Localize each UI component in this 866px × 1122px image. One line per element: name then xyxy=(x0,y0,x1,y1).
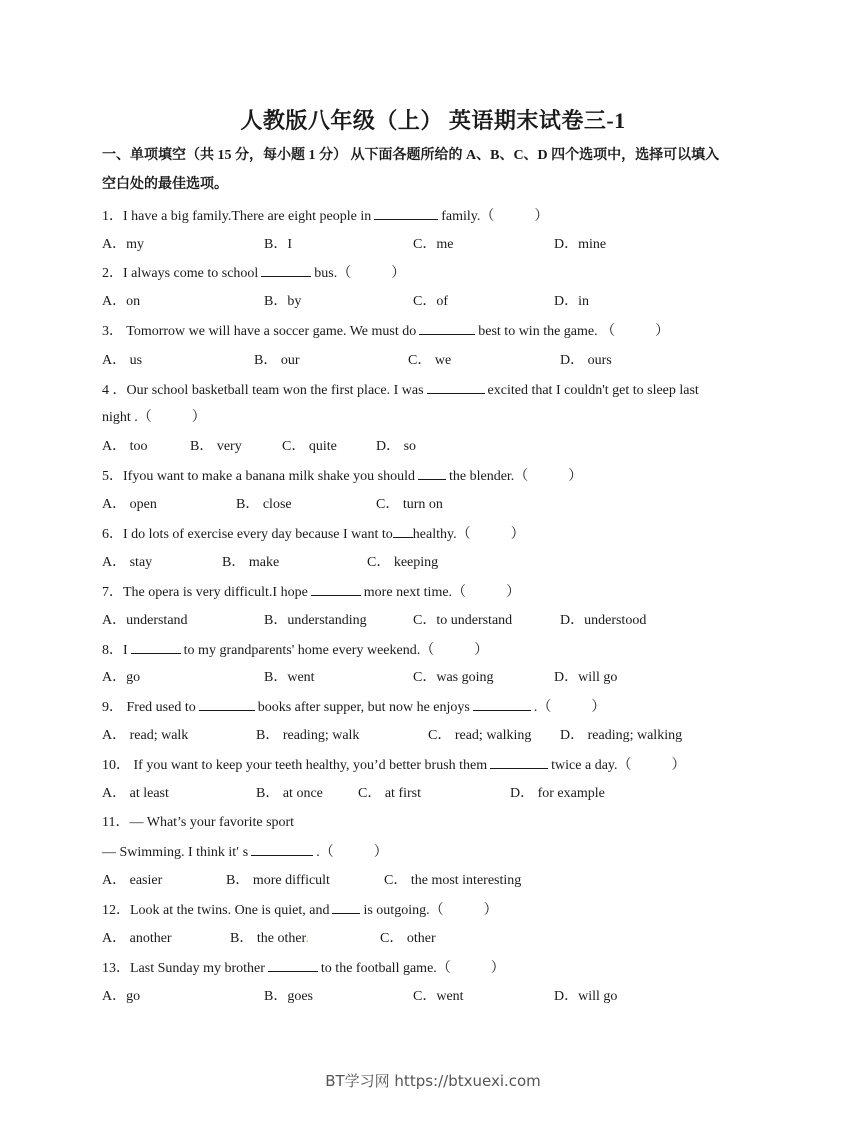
section-heading-line-2: 空白处的最佳选项。 xyxy=(102,177,228,192)
answer-blank xyxy=(418,466,446,480)
stray-dot-mark: . xyxy=(305,931,309,946)
option-b: B． more difficult xyxy=(226,873,330,888)
option-c: C．was going xyxy=(413,670,494,685)
answer-blank xyxy=(473,697,531,711)
option-a: A．go xyxy=(102,670,141,685)
option-b: B．by xyxy=(264,294,302,309)
options-10 xyxy=(102,784,782,804)
option-b: B．goes xyxy=(264,989,313,1004)
option-d: D．understood xyxy=(560,613,647,628)
option-d: D．in xyxy=(554,294,589,309)
answer-blank xyxy=(131,640,181,654)
page-title: 人教版八年级（上） 英语期末试卷三-1 xyxy=(240,108,626,133)
answer-blank xyxy=(261,263,311,277)
option-a: A． at least xyxy=(102,786,169,801)
section-heading-line-1: 一、单项填空（共 15 分，每小题 1 分） 从下面各题所给的 A、B、C、D 四个选项中，选择可以填入 xyxy=(102,148,720,163)
option-c: C． we xyxy=(408,353,452,368)
answer-blank xyxy=(393,524,413,538)
option-b: B． make xyxy=(222,555,280,570)
option-c: C． at first xyxy=(358,786,421,801)
option-a: A．understand xyxy=(102,613,188,628)
options-6 xyxy=(102,553,782,573)
option-d: D．mine xyxy=(554,237,607,252)
question-13: 13．Last Sunday my brother to the football game.（ ） xyxy=(102,958,782,979)
answer-blank xyxy=(251,842,313,856)
option-d: D．will go xyxy=(554,989,618,1004)
option-d: D． so xyxy=(376,439,417,454)
footer-watermark: BT学习网 https://btxuexi.com xyxy=(325,1072,541,1090)
option-b: B． our xyxy=(254,353,300,368)
question-9: 9． Fred used to books after supper, but now he enjoys .（ ） xyxy=(102,697,782,718)
option-a: A．my xyxy=(102,237,144,252)
option-a: A． easier xyxy=(102,873,163,888)
option-a: A． read; walk xyxy=(102,728,189,743)
question-8: 8．I to my grandparents' home every weekend.（ ） xyxy=(102,640,782,661)
options-2 xyxy=(102,292,782,312)
option-b: B．understanding xyxy=(264,613,367,628)
answer-blank xyxy=(268,958,318,972)
option-c: C．went xyxy=(413,989,464,1004)
options-8 xyxy=(102,668,782,688)
question-11-continued: — Swimming. I think it′ s .（ ） xyxy=(102,842,782,863)
options-3 xyxy=(102,351,782,371)
option-b: B． at once xyxy=(256,786,323,801)
answer-blank xyxy=(199,697,255,711)
option-b: B．I xyxy=(264,237,292,252)
options-5 xyxy=(102,495,782,515)
option-a: A． another xyxy=(102,931,172,946)
question-7: 7．The opera is very difficult.I hope more next time.（ ） xyxy=(102,582,782,603)
option-b: B． reading; walk xyxy=(256,728,360,743)
answer-blank xyxy=(332,900,360,914)
option-c: C．me xyxy=(413,237,454,252)
question-12: 12．Look at the twins. One is quiet, and is outgoing.（ ） xyxy=(102,900,782,921)
answer-blank xyxy=(374,206,438,220)
question-2: 2．I always come to school bus.（ ） xyxy=(102,263,782,284)
option-b: B． very xyxy=(190,439,242,454)
option-a: A． open xyxy=(102,497,157,512)
option-c: C．to understand xyxy=(413,613,513,628)
option-d: D．will go xyxy=(554,670,618,685)
option-a: A． stay xyxy=(102,555,153,570)
options-12 xyxy=(102,929,782,949)
options-1 xyxy=(102,235,782,255)
option-b: B． close xyxy=(236,497,292,512)
option-a: A．on xyxy=(102,294,141,309)
option-a: A．go xyxy=(102,989,141,1004)
option-c: C． the most interesting xyxy=(384,873,522,888)
answer-blank xyxy=(419,321,475,335)
option-c: C． quite xyxy=(282,439,337,454)
question-5: 5．Ifyou want to make a banana milk shake you should the blender.（ ） xyxy=(102,466,782,487)
option-c: C． turn on xyxy=(376,497,443,512)
answer-blank xyxy=(490,755,548,769)
answer-blank xyxy=(311,582,361,596)
option-a: A． too xyxy=(102,439,148,454)
question-10: 10． If you want to keep your teeth healthy, you’d better brush them twice a day.（ ） xyxy=(102,755,782,776)
answer-blank xyxy=(427,380,485,394)
options-4 xyxy=(102,437,782,457)
options-7 xyxy=(102,611,782,631)
question-4: 4 ．Our school basketball team won the first place. I was excited that I couldn't get to sleep last xyxy=(102,380,782,401)
option-b: B．went xyxy=(264,670,315,685)
option-c: C． keeping xyxy=(367,555,439,570)
option-c: C．of xyxy=(413,294,448,309)
option-b: B． the other. xyxy=(230,931,309,946)
options-11 xyxy=(102,871,782,891)
option-d: D． for example xyxy=(510,786,605,801)
section-heading xyxy=(102,141,782,199)
question-3: 3． Tomorrow we will have a soccer game. We must do best to win the game. （ ） xyxy=(102,321,782,342)
question-1: 1．I have a big family.There are eight people in family.（ ） xyxy=(102,206,782,227)
option-d: D． reading; walking xyxy=(560,728,683,743)
option-d: D． ours xyxy=(560,353,612,368)
options-13 xyxy=(102,987,782,1007)
option-a: A． us xyxy=(102,353,143,368)
option-c: C． other xyxy=(380,931,436,946)
options-9 xyxy=(102,726,782,746)
question-11: 11．— What’s your favorite sport xyxy=(102,815,295,830)
question-4-continued: night .（ ） xyxy=(102,410,206,425)
question-6: 6．I do lots of exercise every day because I want to healthy.（ ） xyxy=(102,524,782,545)
option-c: C． read; walking xyxy=(428,728,532,743)
